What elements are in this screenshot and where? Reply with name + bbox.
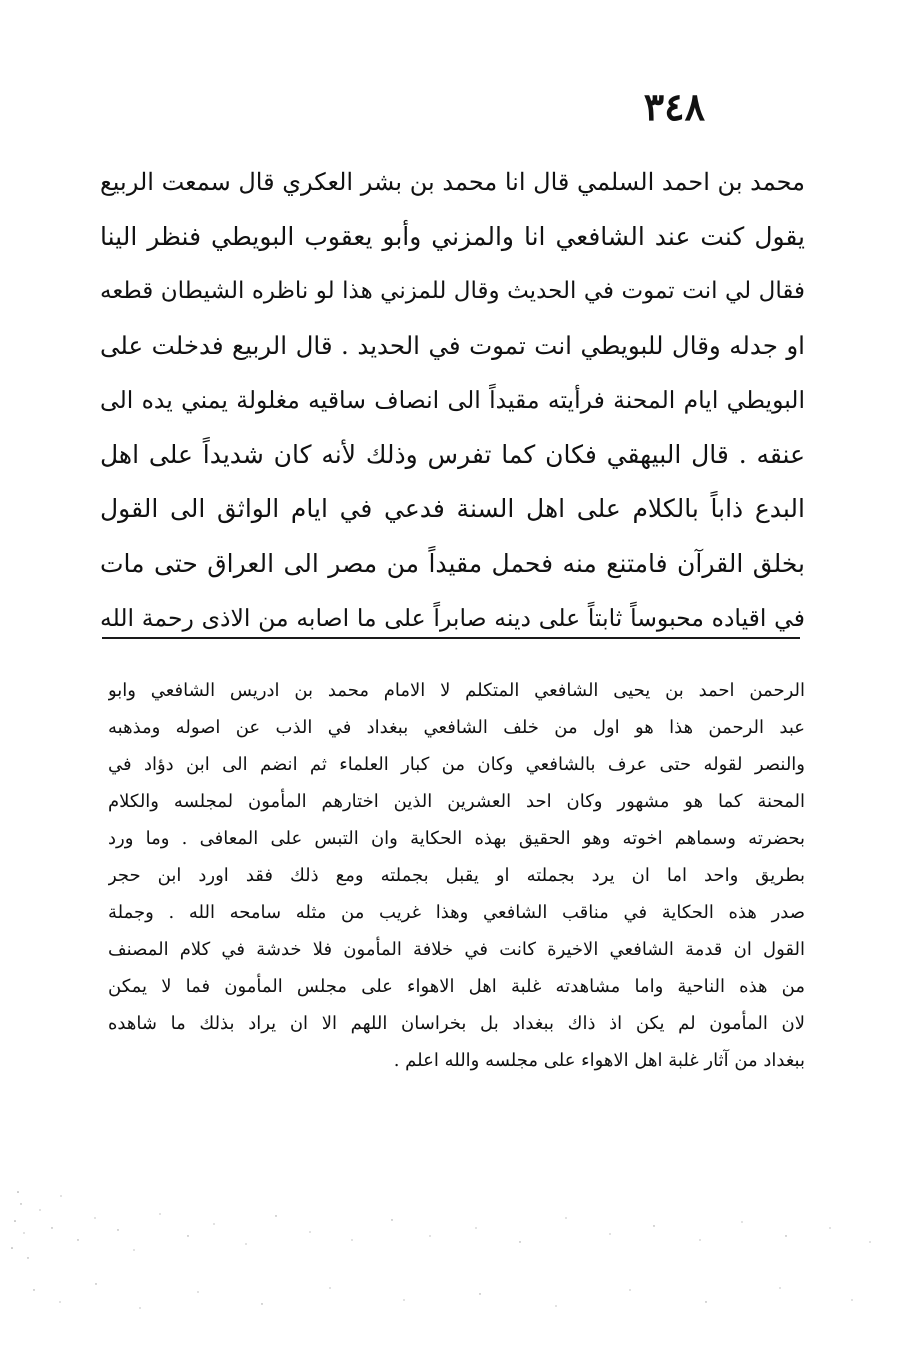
page-number: ٣٤٨ (643, 84, 705, 129)
footnote-line: بحضرته وسماهم اخوته وهو الحقيق بهذه الحكاية وان التبس على المعافى . وما ورد (108, 828, 805, 849)
footnote-line: صدر هذه الحكاية في مناقب الشافعي وهذا غريب من مثله سامحه الله . وجملة (108, 902, 805, 923)
main-text-line: او جدله وقال للبويطي انت تموت في الحديد . قال الربيع فدخلت على (100, 330, 805, 360)
footnote-line: من هذه الناحية واما مشاهدته غلبة اهل الاهواء على مجلس المأمون فما لا يمكن (108, 976, 805, 997)
footnote-line: القول ان قدمة الشافعي الاخيرة كانت في خلافة المأمون فلا خدشة في كلام المصنف (108, 939, 805, 960)
footnote-line: عبد الرحمن هذا هو اول من خلف الشافعي ببغداد في الذب عن اصوله ومذهبه (108, 717, 805, 738)
main-text-line: فقال لي انت تموت في الحديث وقال للمزني هذا لو ناظره الشيطان قطعه (100, 278, 805, 304)
footnote-line: المحنة كما هو مشهور وكان احد العشرين الذين اختارهم المأمون لمجلسه والكلام (108, 791, 805, 812)
footnote-line: ببغداد من آثار غلبة اهل الاهواء على مجلسه والله اعلم . (393, 1050, 805, 1071)
footnote-line: والنصر لقوله حتى عرف بالشافعي وكان من كبار العلماء ثم انضم الى ابن دؤاد في (108, 754, 805, 775)
footnote-divider (102, 637, 800, 639)
main-text-line: في اقياده محبوساً ثابتاً على دينه صابراً على ما اصابه من الاذى رحمة الله (100, 604, 805, 632)
main-text-line: عنقه . قال البيهقي فكان كما تفرس وذلك لأنه كان شديداً على اهل (100, 439, 805, 469)
footnote-block (108, 672, 805, 1079)
main-text-line: بخلق القرآن فامتنع منه فحمل مقيداً من مصر الى العراق حتى مات (100, 548, 805, 578)
main-text-block (100, 155, 805, 646)
footnote-line: الرحمن احمد بن يحيى الشافعي المتكلم لا الامام محمد بن ادريس الشافعي وابو (108, 680, 805, 701)
footnote-line: بطريق واحد اما ان يرد بجملته او يقبل بجملته ومع ذلك فقد اورد ابن حجر (108, 865, 805, 886)
main-text-line: البدع ذاباً بالكلام على اهل السنة فدعي في ايام الواثق الى القول (100, 494, 805, 523)
footnote-line: لان المأمون لم يكن اذ ذاك ببغداد بل بخراسان اللهم الا ان يراد بذلك ما شاهده (108, 1013, 805, 1034)
main-text-line: يقول كنت عند الشافعي انا والمزني وأبو يعقوب البويطي فنظر الينا (100, 221, 805, 251)
main-text-line: البويطي ايام المحنة فرأيته مقيداً الى انصاف ساقيه مغلولة يمني يده الى (100, 386, 805, 414)
scan-show-through-specks (0, 1170, 913, 1360)
main-text-line: محمد بن احمد السلمي قال انا محمد بن بشر العكري قال سمعت الربيع (100, 168, 805, 196)
